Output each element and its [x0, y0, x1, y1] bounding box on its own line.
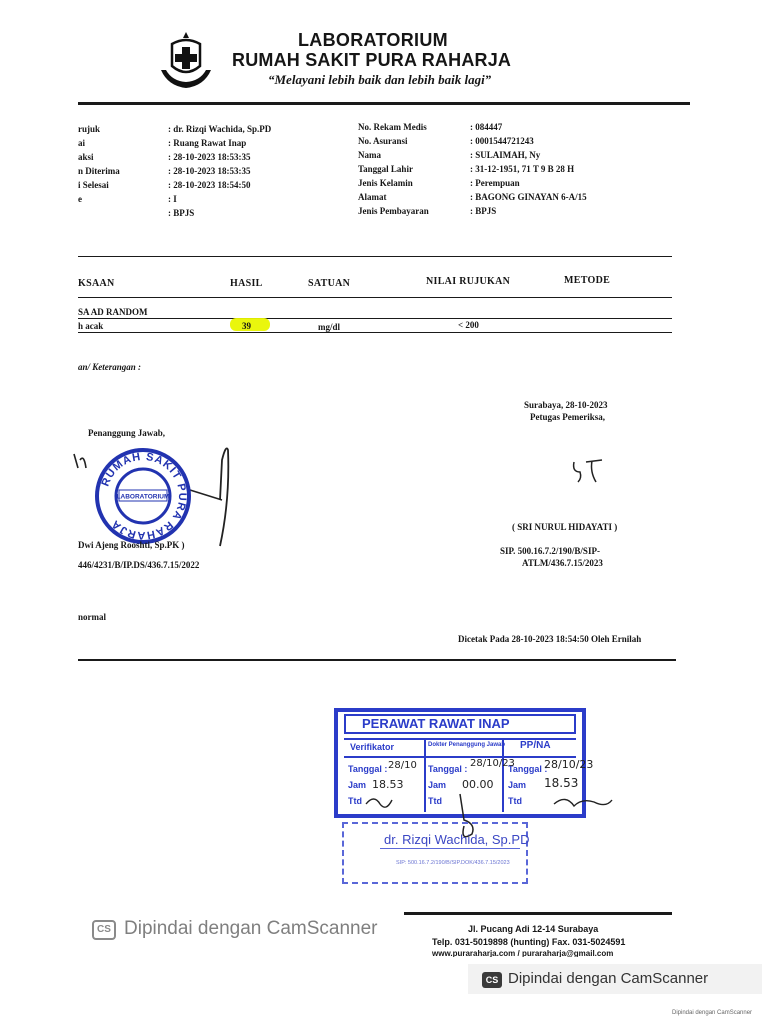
stamp-handwritten-time: 18.53 [372, 778, 404, 791]
info-label: No. Rekam Medis [358, 122, 427, 132]
address-rule [404, 912, 672, 915]
stamp-tanggal-label: Tanggal : [348, 764, 388, 774]
doctor-stamp-name: dr. Rizqi Wachida, Sp.PD [384, 832, 530, 847]
info-label: i Selesai [78, 180, 109, 190]
lab-title: LABORATORIUM [298, 30, 448, 50]
table-top-rule [78, 256, 672, 257]
table-group-rule [78, 318, 672, 319]
hospital-tagline: “Melayani lebih baik dan lebih baik lagi” [268, 72, 492, 87]
col-header-unit: SATUAN [308, 278, 351, 289]
stamp-ttd-label: Ttd [348, 796, 362, 806]
info-label: Alamat [358, 192, 387, 202]
info-value: : I [168, 194, 177, 204]
result-exam: h acak [78, 321, 104, 331]
stamp-ttd-label: Ttd [508, 796, 522, 806]
stamp-jam-label: Jam [508, 780, 527, 790]
examiner-sip-1: SIP. 500.16.7.2/190/B/SIP- [500, 546, 600, 556]
camscanner-banner-text: Dipindai dengan CamScanner [508, 970, 709, 987]
examiner-signature [570, 452, 610, 488]
table-header-rule [78, 297, 672, 298]
printed-by: Dicetak Pada 28-10-2023 18:54:50 Oleh Ernilah [458, 634, 642, 644]
info-value: : dr. Rizqi Wachida, Sp.PD [168, 124, 272, 134]
info-label: aksi [78, 152, 94, 162]
hospital-web: www.puraraharja.com / puraraharja@gmail.com [432, 949, 614, 957]
info-value: : 31-12-1951, 71 T 9 B 28 H [470, 164, 575, 174]
info-label: Jenis Pembayaran [358, 206, 429, 216]
result-unit: mg/dl [318, 322, 341, 332]
hospital-phone: Telp. 031-5019898 (hunting) Fax. 031-5024591 [432, 937, 626, 947]
col-header-method: METODE [564, 275, 611, 286]
result-value: 39 [242, 321, 251, 331]
seal-center-text: LABORATORIUM [116, 493, 170, 501]
stamp-handwritten-date: 28/10/23 [470, 758, 515, 769]
examiner-name: ( SRI NURUL HIDAYATI ) [512, 522, 618, 532]
result-reference: < 200 [458, 320, 479, 330]
notes-label: an/ Keterangan : [78, 362, 142, 372]
place-date: Surabaya, 28-10-2023 [524, 400, 608, 410]
seal-ring-text: RUMAH SAKIT PURA RAHARJA [99, 450, 189, 542]
stamp-handwritten-time: 00.00 [462, 778, 494, 791]
info-value: : BPJS [470, 206, 497, 216]
info-value: : BPJS [168, 208, 195, 218]
info-value: : 28-10-2023 18:53:35 [168, 166, 251, 176]
info-label: Nama [358, 150, 381, 160]
hospital-name: RUMAH SAKIT PURA RAHARJA [232, 50, 512, 70]
camscanner-watermark-icon: CS [92, 920, 116, 940]
info-value: : SULAIMAH, Ny [470, 150, 541, 160]
examiner-title: Petugas Pemeriksa, [530, 412, 605, 422]
stamp-handwritten-time: 18.53 [544, 776, 579, 790]
col-header-result: HASIL [230, 278, 263, 289]
info-label: n Diterima [78, 166, 120, 176]
info-value: : Ruang Rawat Inap [168, 138, 247, 148]
stamp-ttd-label: Ttd [428, 796, 442, 806]
info-value: : BAGONG GINAYAN 6-A/15 [470, 192, 587, 202]
info-label: No. Asuransi [358, 136, 408, 146]
responsible-title: Penanggung Jawab, [88, 428, 166, 438]
info-label: ai [78, 138, 86, 148]
result-group: SA AD RANDOM [78, 307, 148, 317]
info-value: : 084447 [470, 122, 503, 132]
stamp-col-dpjp: Dokter Penanggung Jawab [428, 742, 506, 748]
col-header-reference: NILAI RUJUKAN [426, 276, 511, 287]
info-label: Jenis Kelamin [358, 178, 413, 188]
col-header-exam: KSAAN [78, 278, 115, 289]
footer-note: normal [78, 612, 106, 622]
info-value: : 0001544721243 [470, 136, 534, 146]
stamp-jam-label: Jam [348, 780, 367, 790]
responsible-sip: 446/4231/B/IP.DS/436.7.15/2022 [78, 560, 200, 570]
camscanner-watermark-text: Dipindai dengan CamScanner [124, 918, 378, 939]
hospital-logo [158, 30, 214, 92]
footer-rule [78, 659, 676, 661]
responsible-name: Dwi Ajeng Rooshti, Sp.PK ) [78, 540, 185, 550]
info-label: rujuk [78, 124, 101, 134]
camscanner-icon: CS [482, 972, 502, 988]
stamp-col-ppja: PP/NA [520, 740, 551, 751]
info-value: : Perempuan [470, 178, 520, 188]
stamp-jam-label: Jam [428, 780, 447, 790]
stamp-tanggal-label: Tanggal : [508, 764, 548, 774]
info-value: : 28-10-2023 18:53:35 [168, 152, 251, 162]
camscanner-small-text: Dipindai dengan CamScanner [672, 1010, 753, 1016]
table-bottom-rule [78, 332, 672, 333]
laboratory-seal [93, 446, 193, 546]
stamp-handwritten-date: 28/10 [388, 760, 417, 771]
header-rule [78, 102, 690, 105]
stamp-handwritten-date: 28/10/23 [544, 758, 594, 771]
doctor-stamp-sip: SIP: 500.16.7.2/190/B/SIP.DOK/436.7.15/2023 [396, 860, 510, 866]
stamp-col-verifikator: Verifikator [350, 742, 395, 752]
info-value: : 28-10-2023 18:54:50 [168, 180, 251, 190]
info-label: Tanggal Lahir [358, 164, 413, 174]
doctor-stamp-line [380, 848, 520, 849]
stamp-divider [344, 756, 576, 758]
examiner-sip-2: ATLM/436.7.15/2023 [522, 558, 603, 568]
stamp-title: PERAWAT RAWAT INAP [362, 716, 510, 731]
stamp-tanggal-label: Tanggal : [428, 764, 468, 774]
hospital-address: Jl. Pucang Adi 12-14 Surabaya [468, 924, 599, 934]
info-label: e [78, 194, 82, 204]
